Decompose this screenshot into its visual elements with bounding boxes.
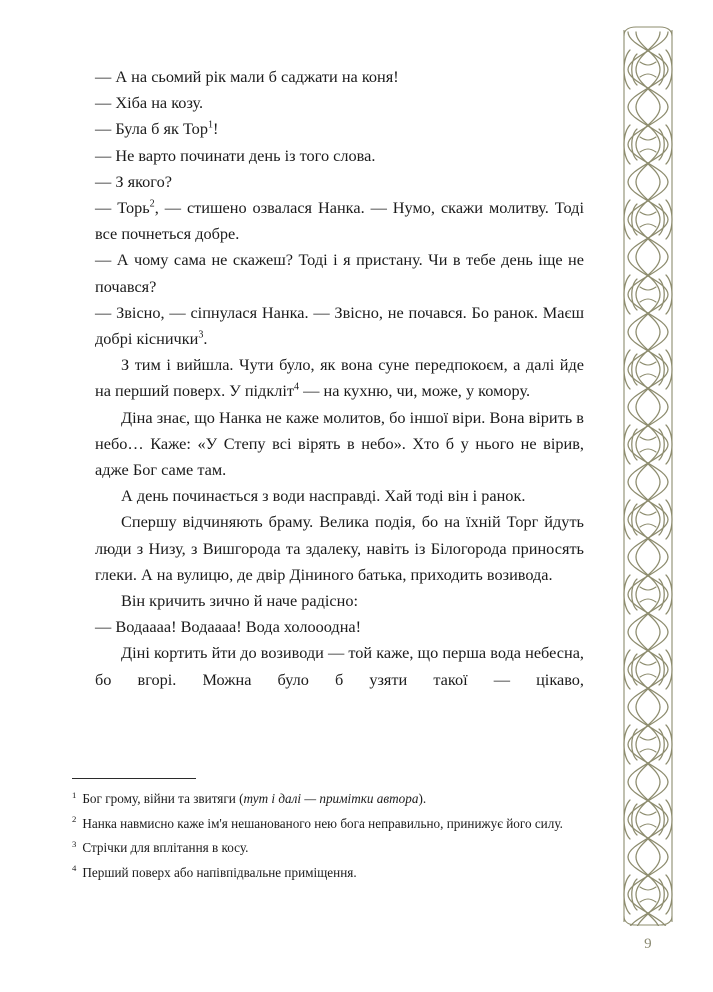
- paragraph-dialogue: [95, 64, 584, 116]
- dialogue-text: — Звісно, — сіпнулася Нанка. — Звісно, не почався. Бо ранок. Маєш добрі кіснички: [95, 302, 584, 349]
- dialogue-line: — З якого?: [95, 171, 172, 191]
- footnote-text: Стрічки для вплітання в косу.: [82, 840, 249, 855]
- footnote-text: Перший поверх або напівпідвальне приміщення.: [82, 864, 357, 880]
- footnote-item: [72, 813, 592, 835]
- footnote-number: 1: [72, 789, 77, 800]
- knotwork-border-ornament: [620, 26, 676, 926]
- footnote-number: 3: [72, 838, 77, 849]
- paragraph-dialogue-footnote: [95, 195, 584, 247]
- paragraph-dialogue-footnote: [95, 300, 584, 352]
- footnote-separator-rule: [72, 778, 196, 779]
- footnote-block: [72, 778, 592, 886]
- footnote-text: Нанка навмисно каже ім'я нешанованого нею бога неправильно, принижує його силу.: [82, 815, 563, 831]
- dialogue-text: — Була б як Тор: [95, 119, 208, 139]
- footnote-number: 4: [72, 863, 77, 874]
- footnote-item: [72, 788, 592, 810]
- dialogue-line: — А на сьомий рік мали б саджати на коня!: [95, 67, 399, 86]
- paragraph-dialogue: [95, 143, 584, 195]
- footnote-text-italic: тут і далі — примітки автора: [243, 791, 419, 806]
- footnote-marker-3[interactable]: 3: [198, 329, 204, 341]
- paragraph-narrative: Діні кортить йти до возиводи — той каже, що перша вода небесна, бо вгорі. Можна було б узяти такої — цікаво,: [95, 643, 584, 689]
- narrative-text: З тим і вийшла. Чути було, як вона суне передпокоєм, а далі йде на перший поверх. У підкліт: [95, 355, 584, 401]
- body-text-column: [95, 64, 584, 719]
- paragraph-narrative-footnote: [95, 352, 584, 404]
- footnote-number: 2: [72, 814, 77, 825]
- paragraph-dialogue: — Водаааа! Водаааа! Вода холооодна!: [95, 617, 362, 637]
- dialogue-text: — Торь: [95, 198, 150, 218]
- dialogue-line: — Хіба на козу.: [95, 93, 204, 113]
- footnote-marker-4[interactable]: 4: [294, 382, 300, 394]
- page-number: 9: [644, 936, 652, 952]
- footnote-text-tail: ).: [418, 791, 427, 806]
- dialogue-text-tail: , — стишено озвалася Нанка. — Нумо, скажи молитву. Тоді все почнеться добре.: [95, 198, 584, 244]
- footnote-marker-2[interactable]: 2: [149, 198, 155, 210]
- dialogue-text-tail: .: [203, 329, 208, 349]
- dialogue-text-tail: !: [213, 119, 219, 139]
- dialogue-line: [95, 116, 584, 142]
- narrative-text-tail: — на кухню, чи, може, у комору.: [299, 381, 531, 401]
- dialogue-line: — Не варто починати день із того слова.: [95, 145, 376, 165]
- footnote-text: Бог грому, війни та звитяги (: [82, 791, 244, 806]
- paragraph-narrative: Він кричить зично й наче радісно:: [121, 591, 359, 611]
- paragraph-narrative: Діна знає, що Нанка не каже молитов, бо іншої віри. Вона вірить в небо… Каже: «У Степу всі вірять в небо». Хто б у нього не вірив, адже Бог саме там.: [95, 407, 584, 480]
- paragraph-dialogue-footnote: [95, 116, 584, 142]
- footnote-marker-1[interactable]: 1: [207, 119, 214, 131]
- footnote-item: [72, 862, 592, 884]
- paragraph-narrative: Спершу відчиняють браму. Велика подія, бо на їхній Торг йдуть люди з Низу, з Вишгорода та здалеку, навіть із Білогорода приносять глеки. А на вулицю, де двір Діниного батька, приходить возивода.: [95, 512, 584, 584]
- footnote-item: [72, 837, 592, 859]
- paragraph-dialogue: — А чому сама не скажеш? Тоді і я пристану. Чи в тебе день іще не почався?: [95, 250, 584, 296]
- paragraph-narrative: А день починається з води насправді. Хай тоді він і ранок.: [121, 486, 526, 506]
